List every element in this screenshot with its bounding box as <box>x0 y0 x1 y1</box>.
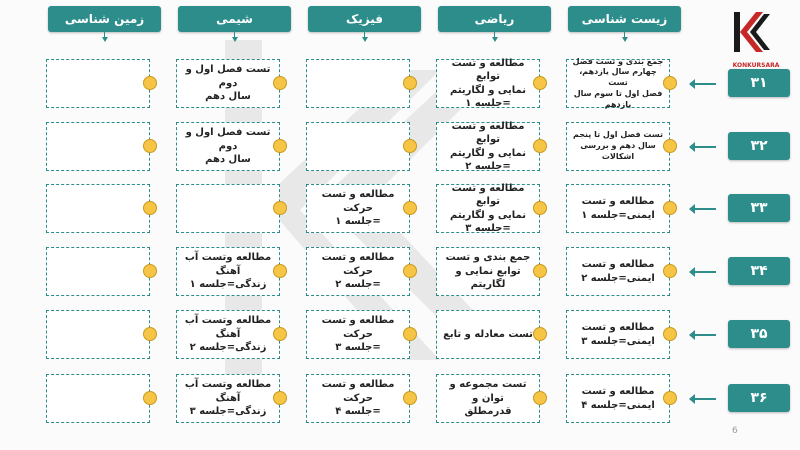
cell-physics[interactable] <box>306 247 410 296</box>
arrow-left-icon <box>694 271 716 273</box>
cell-text: تست فصل اول و دوم سال دهم <box>185 127 271 166</box>
cell-chemistry[interactable] <box>176 374 280 423</box>
cell-text: مطالعه و تست ایمنی=جلسه ۳ <box>581 322 655 347</box>
cell-math[interactable] <box>436 310 540 359</box>
timeline-dot-icon <box>273 139 287 153</box>
timeline-dot-icon <box>143 327 157 341</box>
timeline-dot-icon <box>403 327 417 341</box>
cell-math[interactable] <box>436 374 540 423</box>
cell-text: جمع بندی و تست توابع نمایی و لگاریتم <box>445 252 531 291</box>
cell-text: مطالعه و تست توابع نمایی و لگاریتم =جلسه ۱ <box>449 57 527 109</box>
timeline-dot-icon <box>273 327 287 341</box>
header-math: ریاضی <box>438 6 551 32</box>
cell-biology[interactable] <box>566 374 670 423</box>
cell-chemistry[interactable] <box>176 59 280 108</box>
cell-biology[interactable] <box>566 56 670 109</box>
cell-biology[interactable] <box>566 184 670 233</box>
timeline-dot-icon <box>403 139 417 153</box>
cell-text: مطالعه وتست آب آهنگ زندگی=جلسه ۳ <box>184 379 272 418</box>
cell-geology[interactable] <box>46 184 150 233</box>
cell-geology[interactable] <box>46 310 150 359</box>
timeline-dot-icon <box>273 264 287 278</box>
timeline-dot-icon <box>403 391 417 405</box>
timeline-dot-icon <box>143 264 157 278</box>
cell-text: مطالعه و تست ایمنی=جلسه ۱ <box>581 196 655 221</box>
arrow-left-icon <box>694 83 716 85</box>
page-number: 6 <box>732 426 738 436</box>
header-arrow-icon <box>492 37 498 42</box>
cell-text: جمع بندی و تست فصل چهارم سال یازدهم، تست فصل اول تا سوم سال یازدهم <box>572 56 664 109</box>
timeline-dot-icon <box>273 201 287 215</box>
cell-physics[interactable] <box>306 310 410 359</box>
timeline-dot-icon <box>663 76 677 90</box>
timeline-dot-icon <box>533 201 547 215</box>
session-number: ۳۶ <box>728 384 790 412</box>
arrow-left-icon <box>694 208 716 210</box>
timeline-dot-icon <box>273 76 287 90</box>
timeline-dot-icon <box>403 264 417 278</box>
cell-physics[interactable] <box>306 184 410 233</box>
header-arrow-icon <box>102 37 108 42</box>
logo-brand-text: KONKURSARA <box>732 62 780 69</box>
arrow-left-icon <box>694 334 716 336</box>
timeline-dot-icon <box>403 76 417 90</box>
cell-math[interactable] <box>436 184 540 233</box>
cell-biology[interactable] <box>566 310 670 359</box>
timeline-dot-icon <box>663 327 677 341</box>
cell-physics[interactable] <box>306 374 410 423</box>
timeline-dot-icon <box>533 139 547 153</box>
timeline-dot-icon <box>143 201 157 215</box>
cell-text: مطالعه و تست ایمنی=جلسه ۴ <box>581 386 655 411</box>
cell-geology[interactable] <box>46 122 150 171</box>
header-biology: زیست شناسی <box>568 6 681 32</box>
konkursara-logo <box>732 8 772 64</box>
cell-text: مطالعه وتست آب آهنگ زندگی=جلسه ۱ <box>184 252 272 291</box>
cell-biology[interactable] <box>566 247 670 296</box>
header-arrow-icon <box>362 37 368 42</box>
cell-text: مطالعه و تست حرکت =جلسه ۳ <box>321 315 395 354</box>
cell-physics[interactable] <box>306 122 410 171</box>
cell-text: تست معادله و تابع <box>443 328 533 340</box>
timeline-dot-icon <box>663 201 677 215</box>
cell-chemistry[interactable] <box>176 122 280 171</box>
cell-text: تست مجموعه و توان و قدرمطلق <box>449 379 527 418</box>
timeline-dot-icon <box>143 76 157 90</box>
session-number: ۳۱ <box>728 69 790 97</box>
timeline-dot-icon <box>533 391 547 405</box>
cell-math[interactable] <box>436 122 540 171</box>
timeline-dot-icon <box>533 327 547 341</box>
timeline-dot-icon <box>533 76 547 90</box>
cell-text: مطالعه و تست توابع نمایی و لگاریتم =جلسه ۳ <box>449 182 527 234</box>
header-arrow-icon <box>232 37 238 42</box>
session-number: ۳۵ <box>728 320 790 348</box>
arrow-left-icon <box>694 398 716 400</box>
cell-chemistry[interactable] <box>176 310 280 359</box>
cell-geology[interactable] <box>46 59 150 108</box>
header-arrow-icon <box>622 37 628 42</box>
header-geology: زمین شناسی <box>48 6 161 32</box>
cell-text: مطالعه و تست ایمنی=جلسه ۲ <box>581 259 655 284</box>
cell-physics[interactable] <box>306 59 410 108</box>
timeline-dot-icon <box>403 201 417 215</box>
cell-text: تست فصل اول تا پنجم سال دهم و بررسی اشکالات <box>573 130 663 161</box>
cell-biology[interactable] <box>566 122 670 171</box>
arrow-left-icon <box>694 146 716 148</box>
cell-chemistry[interactable] <box>176 247 280 296</box>
timeline-dot-icon <box>143 139 157 153</box>
session-number: ۳۴ <box>728 257 790 285</box>
cell-chemistry[interactable] <box>176 184 280 233</box>
header-physics: فیزیک <box>308 6 421 32</box>
cell-math[interactable] <box>436 247 540 296</box>
session-number: ۳۳ <box>728 194 790 222</box>
cell-math[interactable] <box>436 59 540 108</box>
cell-text: مطالعه و تست حرکت =جلسه ۱ <box>321 189 395 228</box>
timeline-dot-icon <box>273 391 287 405</box>
timeline-dot-icon <box>663 139 677 153</box>
cell-geology[interactable] <box>46 374 150 423</box>
timeline-dot-icon <box>663 264 677 278</box>
cell-text: مطالعه و تست توابع نمایی و لگاریتم =جلسه ۲ <box>449 120 527 172</box>
timeline-dot-icon <box>533 264 547 278</box>
cell-text: مطالعه و تست حرکت =جلسه ۴ <box>321 379 395 418</box>
cell-text: مطالعه وتست آب آهنگ زندگی=جلسه ۲ <box>184 315 272 354</box>
cell-text: مطالعه و تست حرکت =جلسه ۲ <box>321 252 395 291</box>
session-number: ۳۲ <box>728 132 790 160</box>
header-chemistry: شیمی <box>178 6 291 32</box>
timeline-dot-icon <box>143 391 157 405</box>
cell-text: تست فصل اول و دوم سال دهم <box>185 64 271 103</box>
cell-geology[interactable] <box>46 247 150 296</box>
timeline-dot-icon <box>663 391 677 405</box>
